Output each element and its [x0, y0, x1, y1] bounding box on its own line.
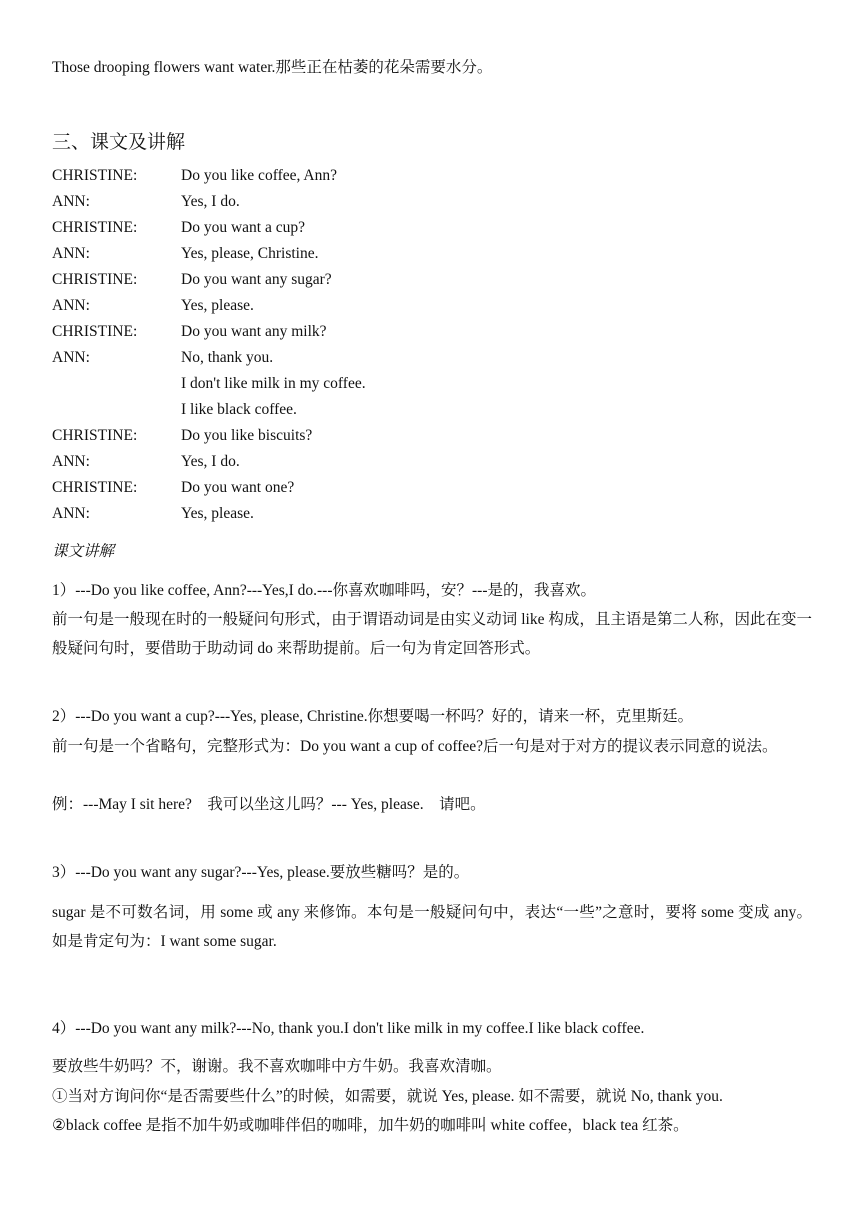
dialogue-line	[52, 296, 752, 316]
note-3-title: 3）---Do you want any sugar?---Yes, please.要放些糖吗？是的。	[52, 864, 470, 881]
speaker-label: ANN:	[52, 453, 90, 470]
speech-text: No, thank you.	[181, 349, 274, 366]
section-title: 三、课文及讲解	[52, 132, 186, 153]
dialogue-line	[52, 270, 752, 290]
speech-text: Do you want a cup?	[181, 219, 305, 236]
dialogue-line	[52, 400, 752, 420]
note-2-example: 例：---May I sit here? 我可以坐这儿吗？--- Yes, please. 请吧。	[52, 796, 486, 813]
speaker-label: CHRISTINE:	[52, 323, 138, 340]
note-4-title: 4）---Do you want any milk?---No, thank you.I don't like milk in my coffee.I like black coffee.	[52, 1020, 645, 1037]
speaker-label: ANN:	[52, 349, 90, 366]
speech-text: Do you like coffee, Ann?	[181, 167, 337, 184]
note-4-translation: 要放些牛奶吗？不，谢谢。我不喜欢咖啡中方牛奶。我喜欢清咖。	[52, 1058, 502, 1075]
speech-text: Yes, please.	[181, 297, 254, 314]
speaker-label: CHRISTINE:	[52, 479, 138, 496]
speech-text: Yes, please, Christine.	[181, 245, 319, 262]
note-1-title: 1）---Do you like coffee, Ann?---Yes,I do.---你喜欢咖啡吗，安？---是的，我喜欢。	[52, 582, 596, 599]
note-4-point-1: ①当对方询问你“是否需要些什么”的时候，如需要，就说 Yes, please. 如不需要，就说 No, thank you.	[52, 1088, 723, 1105]
dialogue-line	[52, 218, 752, 238]
dialogue-line	[52, 244, 752, 264]
speaker-label: CHRISTINE:	[52, 167, 138, 184]
speaker-label: CHRISTINE:	[52, 219, 138, 236]
speech-text: Do you like biscuits?	[181, 427, 313, 444]
note-1-body: 前一句是一般现在时的一般疑问句形式，由于谓语动词是由实义动词 like 构成，且主语是第二人称，因此在变一般疑问句时，要借助于助动词 do 来帮助提前。后一句为肯定回答形式。	[52, 611, 812, 657]
speech-text: I don't like milk in my coffee.	[181, 375, 366, 392]
dialogue-line	[52, 322, 752, 342]
dialogue-line	[52, 192, 752, 212]
dialogue-line	[52, 478, 752, 498]
explanation-heading: 课文讲解	[52, 543, 115, 560]
dialogue-line	[52, 504, 752, 524]
dialogue-line	[52, 452, 752, 472]
speech-text: Do you want any milk?	[181, 323, 327, 340]
dialogue-line	[52, 166, 752, 186]
speech-text: Yes, please.	[181, 505, 254, 522]
speaker-label: ANN:	[52, 245, 90, 262]
speech-text: I like black coffee.	[181, 401, 297, 418]
dialogue-line	[52, 426, 752, 446]
dialogue-line	[52, 348, 752, 368]
speech-text: Yes, I do.	[181, 193, 240, 210]
intro-sentence: Those drooping flowers want water.那些正在枯萎的花朵需要水分。	[52, 59, 493, 76]
dialogue-line	[52, 374, 752, 394]
note-2-title: 2）---Do you want a cup?---Yes, please, Christine.你想要喝一杯吗？好的，请来一杯，克里斯廷。	[52, 708, 694, 725]
speech-text: Do you want any sugar?	[181, 271, 332, 288]
note-2-body: 前一句是一个省略句，完整形式为：Do you want a cup of coffee?后一句是对于对方的提议表示同意的说法。	[52, 738, 778, 755]
speaker-label: ANN:	[52, 193, 90, 210]
note-3-body: sugar 是不可数名词，用 some 或 any 来修饰。本句是一般疑问句中，表达“一些”之意时，要将 some 变成 any。如是肯定句为：I want some sugar.	[52, 904, 812, 950]
speaker-label: CHRISTINE:	[52, 271, 138, 288]
speaker-label: ANN:	[52, 505, 90, 522]
speaker-label: ANN:	[52, 297, 90, 314]
speech-text: Yes, I do.	[181, 453, 240, 470]
speech-text: Do you want one?	[181, 479, 295, 496]
speaker-label: CHRISTINE:	[52, 427, 138, 444]
note-4-point-2: ②black coffee 是指不加牛奶或咖啡伴侣的咖啡，加牛奶的咖啡叫 white coffee，black tea 红茶。	[52, 1117, 689, 1134]
